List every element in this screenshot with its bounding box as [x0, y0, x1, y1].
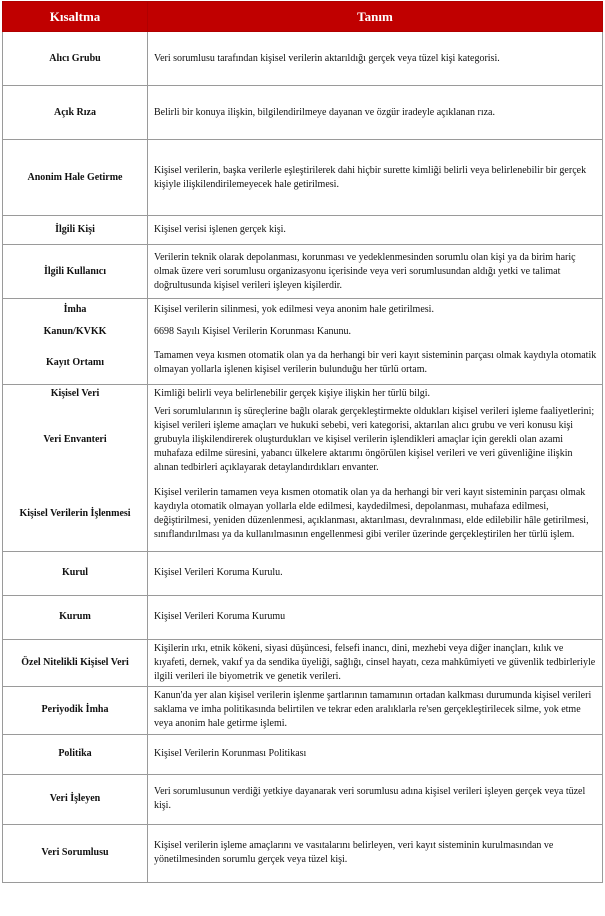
definition-cell: Kişisel verisi işlenen gerçek kişi. — [148, 216, 603, 245]
definition-cell: Kanun'da yer alan kişisel verilerin işlenme şartlarının tamamının ortadan kalkması durumunda kişisel verileri saklama ve imha politikasında belirtilen ve tekrar eden aralıklarla re'sen gerçekleştirilecek silme, yok etme veya anonim hale getirme işlemi. — [148, 686, 603, 734]
table-row — [3, 551, 603, 595]
definition-cell: Kişisel verilerin, başka verilerle eşleştirilerek dahi hiçbir surette kimliği belirli veya belirlenebilir bir gerçek kişiyle ilişkilendirilemeyecek hale getirilmesi. — [148, 140, 603, 216]
term-cell: Periyodik İmha — [3, 686, 148, 734]
table-row — [3, 299, 603, 321]
definition-cell: Kişisel verilerin tamamen veya kısmen otomatik olan ya da herhangi bir veri kayıt sisteminin parçası olmak kaydıyla otomatik olmayan yollarla elde edilmesi, kaydedilmesi, depolanması, muhafaza edilmesi, değiştirilmesi, yeniden düzenlenmesi, açıklanması, aktarılması, devralınması, elde edilebilir hâle getirilmesi, sınıflandırılması ya da kullanılmasının engellenmesi gibi veriler üzerinde gerçekleştirilen her türlü işlem. — [148, 477, 603, 551]
header-kisaltma: Kısaltma — [3, 2, 148, 32]
definition-cell: Verilerin teknik olarak depolanması, korunması ve yedeklenmesinden sorumlu olan kişi ya da birim hariç olmak üzere veri sorumlusu organizasyonu içerisinde veya veri sorumlusundan aldığı yetki ve talimat doğrultusunda kişisel verileri işleyen kişilerdir. — [148, 245, 603, 299]
definition-cell: Kişisel verilerin işleme amaçlarını ve vasıtalarını belirleyen, veri kayıt sisteminin kurulmasından ve yönetilmesinden sorumlu gerçek veya tüzel kişi. — [148, 824, 603, 882]
term-cell: Özel Nitelikli Kişisel Veri — [3, 639, 148, 686]
definitions-table — [2, 1, 603, 883]
term-cell: Politika — [3, 734, 148, 774]
table-row — [3, 686, 603, 734]
definition-cell: Veri sorumlusu tarafından kişisel verilerin aktarıldığı gerçek veya tüzel kişi kategorisi. — [148, 32, 603, 86]
table-row — [3, 245, 603, 299]
definition-text: Kişisel verilerin silinmesi, yok edilmesi veya anonim hale getirilmesi. — [154, 303, 434, 315]
table-row — [3, 385, 603, 404]
table-row — [3, 140, 603, 216]
table-row — [3, 343, 603, 385]
term-cell: Anonim Hale Getirme — [3, 140, 148, 216]
term-cell: Veri Envanteri — [3, 403, 148, 477]
table-header-row — [3, 2, 603, 32]
term-cell: Kanun/KVKK — [3, 321, 148, 343]
definition-cell: Kişisel Verilerin Korunması Politikası — [148, 734, 603, 774]
table-row — [3, 774, 603, 824]
definition-cell: Kişisel Verileri Koruma Kurulu. — [148, 551, 603, 595]
term-cell: Alıcı Grubu — [3, 32, 148, 86]
definition-cell: Belirli bir konuya ilişkin, bilgilendirilmeye dayanan ve özgür iradeyle açıklanan rıza. — [148, 86, 603, 140]
definition-cell: Veri sorumlusunun verdiği yetkiye dayanarak veri sorumlusu adına kişisel verileri işleyen gerçek veya tüzel kişi. — [148, 774, 603, 824]
term-cell: İlgili Kişi — [3, 216, 148, 245]
definition-cell: Kişilerin ırkı, etnik kökeni, siyasi düşüncesi, felsefi inancı, dini, mezhebi veya diğer inançları, kılık ve kıyafeti, dernek, vakıf ya da sendika üyeliği, sağlığı, cinsel hayatı, ceza mahkûmiyeti ve güvenlik tedbirleriyle ilgili verileri ile biyometrik ve genetik verileri. — [148, 639, 603, 686]
term-cell: Kurum — [3, 595, 148, 639]
table-row — [3, 216, 603, 245]
term-cell: Kurul — [3, 551, 148, 595]
term-cell: İmha — [3, 299, 148, 321]
definition-cell: Kişisel Verileri Koruma Kurumu — [148, 595, 603, 639]
definition-cell: Veri sorumlularının iş süreçlerine bağlı olarak gerçekleştirmekte oldukları kişisel verileri işleme faaliyetlerini; kişisel verileri işleme amaçları ve hukuki sebebi, veri kategorisi, aktarılan alıcı grubu ve veri konusu kişi grubuyla ilişkilendirerek oluşturdukları ve kişisel verilerin işlendikleri amaçlar için gerekli olan azami muhafaza edilme süresini, yabancı ülkelere aktarımı öngörülen kişisel verileri ve veri güvenliğine ilişkin alınan tedbirleri açıklayarak detaylandırdıkları envanter. — [148, 403, 603, 477]
term-cell: Kayıt Ortamı — [3, 343, 148, 385]
table-row — [3, 477, 603, 551]
definition-cell: 6698 Sayılı Kişisel Verilerin Korunması Kanunu. — [148, 321, 603, 343]
table-row — [3, 32, 603, 86]
table-row — [3, 321, 603, 343]
table-row — [3, 595, 603, 639]
term-cell: Açık Rıza — [3, 86, 148, 140]
header-tanim: Tanım — [148, 2, 603, 32]
definition-cell — [148, 299, 603, 321]
definition-cell: Kimliği belirli veya belirlenebilir gerçek kişiye ilişkin her türlü bilgi. — [148, 385, 603, 404]
term-cell: Veri İşleyen — [3, 774, 148, 824]
term-cell: Veri Sorumlusu — [3, 824, 148, 882]
term-cell: Kişisel Verilerin İşlenmesi — [3, 477, 148, 551]
table-row — [3, 86, 603, 140]
term-cell: Kişisel Veri — [3, 385, 148, 404]
table-row — [3, 734, 603, 774]
table-row — [3, 824, 603, 882]
table-row — [3, 403, 603, 477]
table-row — [3, 639, 603, 686]
definition-cell: Tamamen veya kısmen otomatik olan ya da herhangi bir veri kayıt sisteminin parçası olmak kaydıyla otomatik olmayan yollarla işlenen kişisel verilerin bulunduğu her türlü ortam. — [148, 343, 603, 385]
term-cell: İlgili Kullanıcı — [3, 245, 148, 299]
